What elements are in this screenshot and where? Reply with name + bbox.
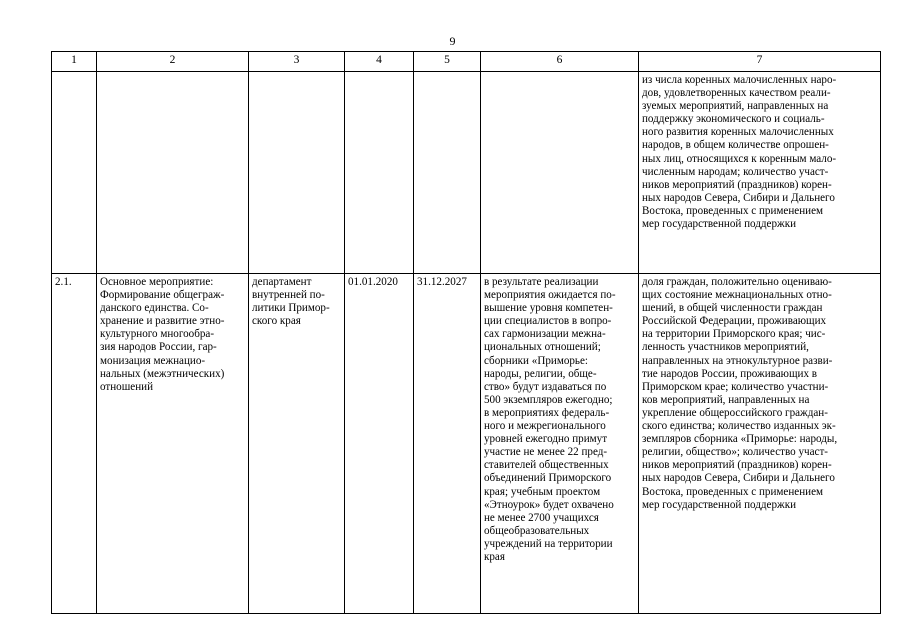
- indicators-cell: доля граждан, положительно оцениваю- щих состояние межнациональных отно- шений, в общей численности граждан Российской Федерации, проживающих на территории Приморского края; чис- ленность участников мероприятий, направленных на этнокультурное разви- тие народов России, проживающих в Приморском крае; количество участни- ков мероприятий, направленных на укрепление общероссийского граждан- ского единства; количество изданных эк- земпляров сборника «Приморье: народы, религии, общество»; количество участ- ников мероприятий (праздников) корен- ных народов Севера, Сибири и Дальнего Востока, проведенных с применением мер государственной поддержки: [639, 274, 881, 614]
- expected-result-cell: [481, 72, 639, 274]
- row-number-cell: 2.1.: [52, 274, 97, 614]
- end-date-cell: [414, 72, 481, 274]
- column-header: 4: [345, 52, 414, 72]
- start-date-cell: [345, 72, 414, 274]
- column-header: 1: [52, 52, 97, 72]
- executor-cell: [249, 72, 345, 274]
- measure-name-cell: [97, 72, 249, 274]
- table-row: [52, 72, 881, 274]
- program-table: [51, 51, 881, 614]
- start-date-cell: 01.01.2020: [345, 274, 414, 614]
- column-header: 2: [97, 52, 249, 72]
- end-date-cell: 31.12.2027: [414, 274, 481, 614]
- page-number: 9: [449, 34, 456, 48]
- column-header: 7: [639, 52, 881, 72]
- expected-result-cell: в результате реализации мероприятия ожидается по- вышение уровня компетен- ции специалистов в вопро- сах гармонизации межна- циональных отношений; сборники «Приморье: народы, религии, обще- ство» будут издаваться по 500 экземпляров ежегодно; в мероприятиях федераль- ного и межрегионального уровней ежегодно примут участие не менее 22 пред- ставителей общественных объединений Приморского края; учебным проектом «Этноурок» будет охвачено не менее 2700 учащихся общеобразовательных учреждений на территории края: [481, 274, 639, 614]
- column-header: 6: [481, 52, 639, 72]
- measure-name-cell: Основное мероприятие: Формирование общеграж- данского единства. Со- хранение и развитие этно- культурного многообра- зия народов России, гар- монизация межнацио- нальных (межэтнических) отношений: [97, 274, 249, 614]
- table-row: [52, 274, 881, 614]
- indicators-cell: из числа коренных малочисленных наро- дов, удовлетворенных качеством реали- зуемых мероприятий, направленных на поддержку экономического и социаль- ного развития коренных малочисленных народов, в общем количестве опрошен- ных лиц, относящихся к коренным мало- численным народам; количество участ- ников мероприятий (праздников) корен- ных народов Севера, Сибири и Дальнего Востока, проведенных с применением мер государственной поддержки: [639, 72, 881, 274]
- column-header: 3: [249, 52, 345, 72]
- executor-cell: департамент внутренней по- литики Примор- ского края: [249, 274, 345, 614]
- header-row: [52, 52, 881, 72]
- row-number-cell: [52, 72, 97, 274]
- column-header: 5: [414, 52, 481, 72]
